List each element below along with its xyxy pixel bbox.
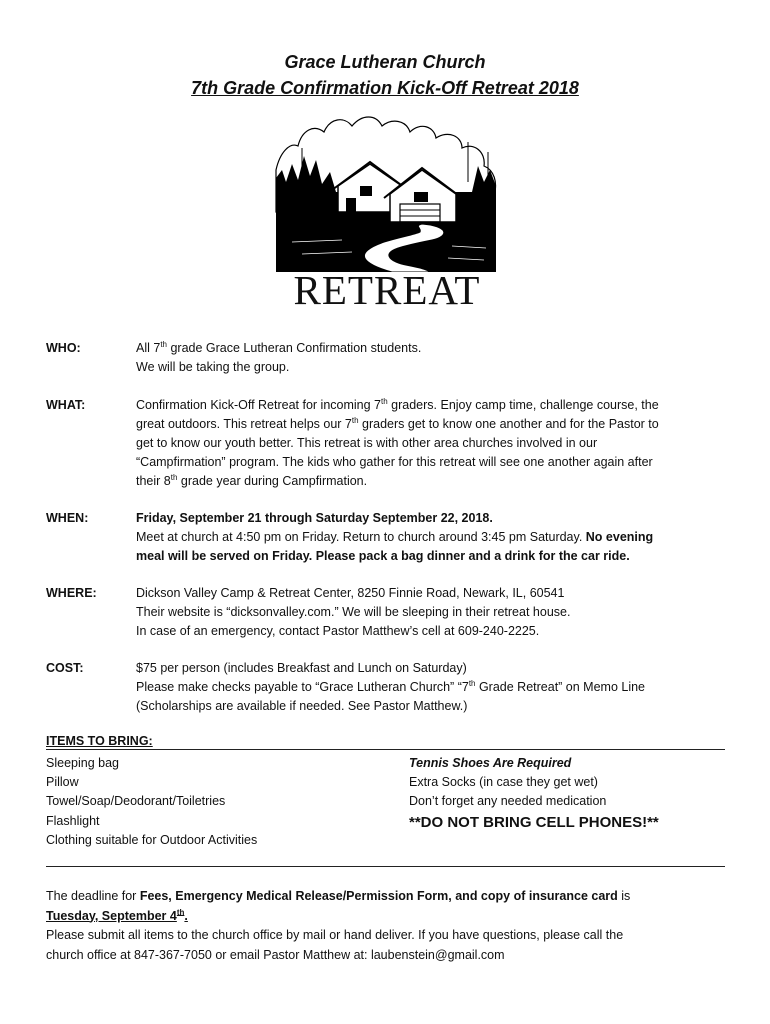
when-label: WHEN: — [46, 511, 89, 525]
list-item: Clothing suitable for Outdoor Activities — [46, 832, 258, 847]
cost-label: COST: — [46, 661, 84, 675]
cost-body: $75 per person (includes Breakfast and Lunch on Saturday) Please make checks payable to “Grace Lutheran Church” “7th Grade Retreat” on Memo Line (Scholarships are available if needed. See Pastor Matthew.) — [136, 661, 646, 713]
what-body: Confirmation Kick-Off Retreat for incoming 7th graders. Enjoy camp time, challenge course, the great outdoors. This retreat helps our 7th graders get to know one another and for the Pastor to get to know our youth better. This retreat is with other area churches involved in our “Campfirmation” program. The kids who gather for this retreat will see one another again after their 8th grade year during Campfirmation. — [136, 396, 659, 488]
church-name: Grace Lutheran Church — [284, 52, 486, 72]
where-body: Dickson Valley Camp & Retreat Center, 8250 Finnie Road, Newark, IL, 60541 Their website is “dicksonvalley.com.” We will be sleeping in their retreat house. In case of an emergency, contact Pastor Matthew’s cell at 609-240-2225. — [136, 586, 571, 638]
contact-line: church office at 847-367-7050 or email Pastor Matthew at: laubenstein@gmail.com — [46, 947, 505, 962]
items-divider-top — [46, 749, 725, 750]
items-divider-bottom — [46, 866, 725, 867]
where-label: WHERE: — [46, 586, 97, 600]
items-heading: ITEMS TO BRING: — [46, 734, 153, 748]
what-label: WHAT: — [46, 398, 86, 412]
list-item: Extra Socks (in case they get wet) — [409, 775, 598, 790]
cabin-retreat-illustration-icon — [272, 112, 500, 272]
list-item: Flashlight — [46, 813, 100, 828]
deadline-date: Tuesday, September 4 — [46, 908, 177, 923]
when-body: Friday, September 21 through Saturday September 22, 2018. Meet at church at 4:50 pm on Friday. Return to church around 3:45 pm Saturday. No evening meal will be served on Friday. Please pack a bag dinner and a drink for the car ride. — [136, 511, 654, 563]
list-item: Pillow — [46, 775, 79, 790]
deadline-section: The deadline for Fees, Emergency Medical Release/Permission Form, and copy of insurance card is Tuesday, September 4th. Please submit all items to the church office by mail or hand deliver. If you have questions, please call the church office at 847-367-7050 or email Pastor Matthew at: laubenstein@gmail.com — [46, 887, 746, 965]
list-item: Towel/Soap/Deodorant/Toiletries — [46, 794, 226, 809]
items-list-left — [46, 754, 257, 850]
list-item: Don’t forget any needed medication — [409, 794, 607, 809]
list-item: Sleeping bag — [46, 756, 119, 770]
retreat-logo-word: RETREAT — [293, 267, 481, 313]
no-cell-phones-warning: **DO NOT BRING CELL PHONES!** — [409, 813, 659, 831]
items-list-right — [409, 754, 659, 834]
tennis-shoes-note: Tennis Shoes Are Required — [409, 756, 572, 770]
event-title: 7th Grade Confirmation Kick-Off Retreat 2018 — [191, 78, 579, 98]
who-label: WHO: — [46, 341, 81, 355]
who-body: All 7th grade Grace Lutheran Confirmation students. We will be taking the group. — [136, 339, 422, 374]
